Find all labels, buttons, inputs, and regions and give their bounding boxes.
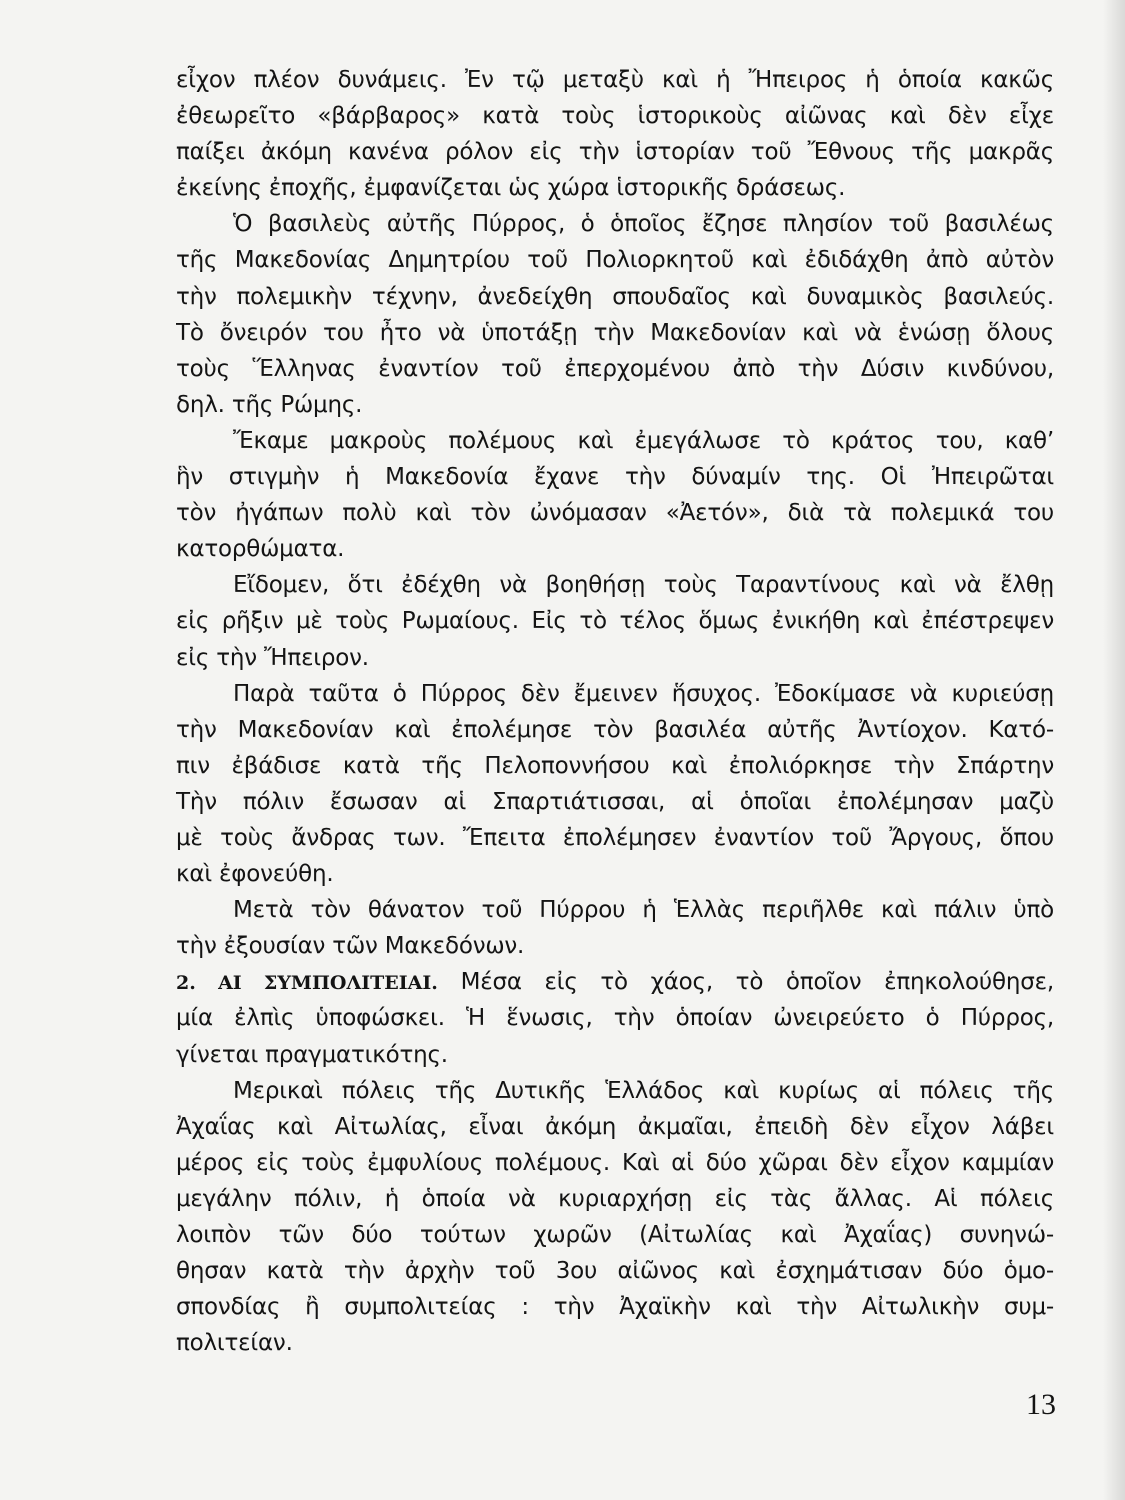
- text-line: τῆς Μακεδονίας Δημητρίου τοῦ Πολιορκητοῦ καὶ ἐδιδάχθη ἀπὸ αὐτὸν: [176, 247, 1054, 274]
- page-number: 13: [1026, 1388, 1056, 1421]
- text-line: τὴν πολεμικὴν τέχνην, ἀνεδείχθη σπουδαῖος καὶ δυναμικὸς βασιλεύς.: [176, 283, 1054, 310]
- text-line: εἰς τὴν Ἤπειρον.: [176, 644, 369, 671]
- text-line: εἶχον πλέον δυνάμεις. Ἐν τῷ μεταξὺ καὶ ἡ Ἤπειρος ἡ ὁποία κακῶς: [176, 67, 1054, 93]
- text-line: μεγάλην πόλιν, ἡ ὁποία νὰ κυριαρχήσῃ εἰς τὰς ἄλλας. Αἱ πόλεις: [176, 1185, 1054, 1212]
- text-line: τὴν Μακεδονίαν καὶ ἐπολέμησε τὸν βασιλέα αὐτῆς Ἀντίοχον. Κατό-: [176, 716, 1054, 743]
- text-line: καὶ ἐφονεύθη.: [176, 861, 334, 888]
- scan-edge-shadow: [1103, 0, 1125, 1500]
- text-line: ἐθεωρεῖτο «βάρβαρος» κατὰ τοὺς ἱστορικοὺς αἰῶνας καὶ δὲν εἶχε: [176, 103, 1054, 130]
- text-line: μία ἐλπὶς ὑποφώσκει. Ἡ ἕνωσις, τὴν ὁποίαν ὠνειρεύετο ὁ Πύρρος,: [176, 1005, 1054, 1032]
- text-line: δηλ. τῆς Ρώμης.: [176, 391, 363, 418]
- text-line: Ὁ βασιλεὺς αὐτῆς Πύρρος, ὁ ὁποῖος ἔζησε πλησίον τοῦ βασιλέως: [233, 211, 1054, 238]
- text-line: γίνεται πραγματικότης.: [176, 1041, 448, 1068]
- text-line: Μετὰ τὸν θάνατον τοῦ Πύρρου ἡ Ἑλλὰς περιῆλθε καὶ πάλιν ὑπὸ: [233, 897, 1054, 924]
- text-line: λοιπὸν τῶν δύο τούτων χωρῶν (Αἰτωλίας καὶ Ἀχαΐας) συνηνώ-: [176, 1222, 1054, 1248]
- text-line: μέρος εἰς τοὺς ἐμφυλίους πολέμους. Καὶ αἱ δύο χῶραι δὲν εἶχον καμμίαν: [176, 1149, 1054, 1176]
- text-line: Εἴδομεν, ὅτι ἐδέχθη νὰ βοηθήσῃ τοὺς Ταραντίνους καὶ νὰ ἔλθῃ: [233, 572, 1054, 599]
- text-line: Ἀχαΐας καὶ Αἰτωλίας, εἶναι ἀκόμη ἀκμαῖαι, ἐπειδὴ δὲν εἶχον λάβει: [176, 1113, 1054, 1140]
- text-line: πιν ἐβάδισε κατὰ τῆς Πελοποννήσου καὶ ἐπολιόρκησε τὴν Σπάρτην: [176, 752, 1054, 779]
- text-line: Τὴν πόλιν ἔσωσαν αἱ Σπαρτιάτισσαι, αἱ ὁποῖαι ἐπολέμησαν μαζὺ: [176, 788, 1054, 815]
- text-line: πολιτείαν.: [176, 1330, 293, 1357]
- text-line: εἰς ρῆξιν μὲ τοὺς Ρωμαίους. Εἰς τὸ τέλος ὅμως ἐνικήθη καὶ ἐπέστρεψεν: [176, 608, 1054, 635]
- text-line: θησαν κατὰ τὴν ἀρχὴν τοῦ 3ου αἰῶνος καὶ ἐσχημάτισαν δύο ὁμο-: [176, 1258, 1054, 1285]
- text-line: μὲ τοὺς ἄνδρας των. Ἔπειτα ἐπολέμησεν ἐναντίον τοῦ Ἄργους, ὅπου: [176, 824, 1054, 851]
- text-line: τὴν ἐξουσίαν τῶν Μακεδόνων.: [176, 933, 525, 960]
- text-line: Τὸ ὄνειρόν του ἦτο νὰ ὑποτάξῃ τὴν Μακεδονίαν καὶ νὰ ἑνώσῃ ὅλους: [176, 319, 1054, 346]
- text-line: Ἔκαμε μακροὺς πολέμους καὶ ἐμεγάλωσε τὸ κράτος του, καθ’: [233, 427, 1054, 454]
- text-line: Μερικαὶ πόλεις τῆς Δυτικῆς Ἑλλάδος καὶ κυρίως αἱ πόλεις τῆς: [233, 1077, 1054, 1104]
- text-span: Μέσα εἰς τὸ χάος, τὸ ὁποῖον ἐπηκολούθησε,: [460, 969, 1054, 996]
- text-line: ἐκείνης ἐποχῆς, ἐμφανίζεται ὡς χώρα ἱστορικῆς δράσεως.: [176, 175, 846, 202]
- text-line: τὸν ἠγάπων πολὺ καὶ τὸν ὠνόμασαν «Ἀετόν», διὰ τὰ πολεμικά του: [176, 500, 1054, 527]
- text-line: ἣν στιγμὴν ἡ Μακεδονία ἔχανε τὴν δύναμίν της. Οἱ Ἠπειρῶται: [176, 464, 1054, 491]
- section-heading: 2. ΑΙ ΣΥΜΠΟΛΙΤΕΙΑΙ.: [176, 972, 438, 995]
- page-body: [176, 62, 1054, 1361]
- text-line: κατορθώματα.: [176, 536, 345, 563]
- section-heading-line: [176, 964, 1054, 1000]
- text-line: παίξει ἀκόμη κανένα ρόλον εἰς τὴν ἱστορίαν τοῦ Ἔθνους τῆς μακρᾶς: [176, 139, 1054, 166]
- text-line: σπονδίας ἢ συμπολιτείας : τὴν Ἀχαϊκὴν καὶ τὴν Αἰτωλικὴν συμ-: [176, 1294, 1054, 1321]
- text-line: τοὺς Ἕλληνας ἐναντίον τοῦ ἐπερχομένου ἀπὸ τὴν Δύσιν κινδύνου,: [176, 355, 1054, 382]
- text-line: Παρὰ ταῦτα ὁ Πύρρος δὲν ἔμεινεν ἥσυχος. Ἐδοκίμασε νὰ κυριεύσῃ: [233, 680, 1054, 707]
